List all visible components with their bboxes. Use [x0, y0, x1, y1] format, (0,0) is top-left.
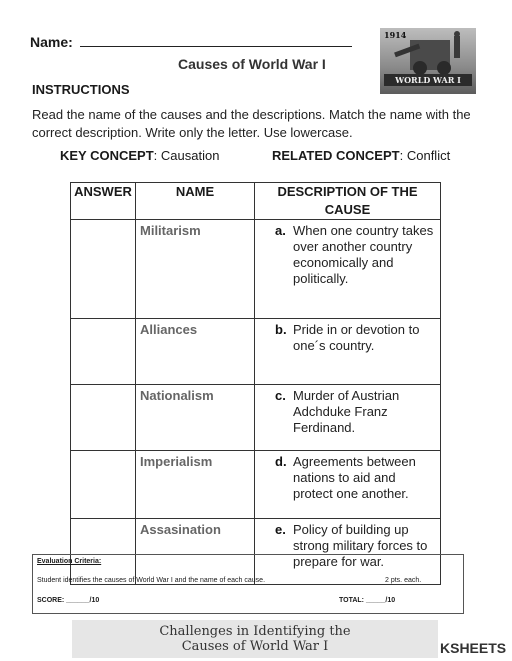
cause-name: Assasination	[136, 519, 255, 585]
instructions-heading: INSTRUCTIONS	[32, 82, 130, 97]
answer-column-header: ANSWER	[71, 183, 136, 220]
cause-description	[255, 319, 441, 385]
answer-cell[interactable]	[71, 220, 136, 319]
evaluation-points: 2 pts. each.	[385, 577, 422, 584]
table-row	[71, 319, 441, 385]
score-field[interactable]: SCORE: ______/10	[37, 597, 100, 604]
description-letter: b.	[275, 322, 287, 337]
key-concept-value: Causation	[160, 148, 220, 163]
related-concept-value: Conflict	[406, 148, 451, 163]
description-text: When one country takes over another country economically and politically.	[293, 223, 434, 286]
description-column-header: DESCRIPTION OF THE CAUSE	[255, 183, 441, 220]
cause-name: Nationalism	[136, 385, 255, 451]
description-letter: c.	[275, 388, 286, 403]
description-letter: e.	[275, 522, 286, 537]
evaluation-criteria-box	[32, 554, 464, 614]
description-text: Agreements between nations to aid and protect one another.	[293, 454, 416, 501]
description-text: Murder of Austrian Adchduke Franz Ferdinand.	[293, 388, 400, 435]
cause-description	[255, 451, 441, 519]
cause-description	[255, 220, 441, 319]
description-text: Pride in or devotion to one´s country.	[293, 322, 420, 353]
image-year: 1914	[384, 30, 407, 40]
worksheet-title: Causes of World War I	[178, 56, 326, 72]
banner-line-1: Challenges in Identifying the	[159, 624, 351, 639]
banner-line-2: Causes of World War I	[181, 639, 329, 654]
answer-cell[interactable]	[71, 451, 136, 519]
footer-banner	[72, 620, 438, 658]
answer-cell[interactable]	[71, 319, 136, 385]
name-label: Name:	[30, 34, 73, 50]
evaluation-title: Evaluation Criteria:	[37, 558, 102, 565]
cause-name: Imperialism	[136, 451, 255, 519]
total-field[interactable]: TOTAL: _____/10	[339, 597, 396, 604]
table-header-row	[71, 183, 441, 220]
key-concept-label: KEY CONCEPT	[60, 148, 154, 163]
matching-table	[70, 182, 441, 585]
name-column-header: NAME	[136, 183, 255, 220]
name-field-line[interactable]	[80, 46, 352, 47]
table-row	[71, 220, 441, 319]
related-concept-label: RELATED CONCEPT	[272, 148, 400, 163]
brand-logo-text: KSHEETS	[440, 640, 507, 656]
answer-cell[interactable]	[71, 385, 136, 451]
cause-name: Alliances	[136, 319, 255, 385]
key-concept: KEY CONCEPT: Causation	[60, 148, 220, 163]
instructions-text: Read the name of the causes and the descriptions. Match the name with the correct description. Write only the letter. Use lowercase.	[32, 107, 471, 140]
cause-name: Militarism	[136, 220, 255, 319]
description-letter: d.	[275, 454, 287, 469]
table-row	[71, 385, 441, 451]
image-caption: WORLD WAR I	[384, 74, 472, 86]
cause-description	[255, 385, 441, 451]
related-concept: RELATED CONCEPT: Conflict	[272, 148, 451, 163]
description-text: Policy of building up strong military forces to prepare for war.	[293, 522, 428, 569]
table-row	[71, 451, 441, 519]
world-war-image	[380, 28, 476, 94]
description-letter: a.	[275, 223, 286, 238]
evaluation-description: Student identifies the causes of World War I and the name of each cause.	[37, 577, 266, 584]
